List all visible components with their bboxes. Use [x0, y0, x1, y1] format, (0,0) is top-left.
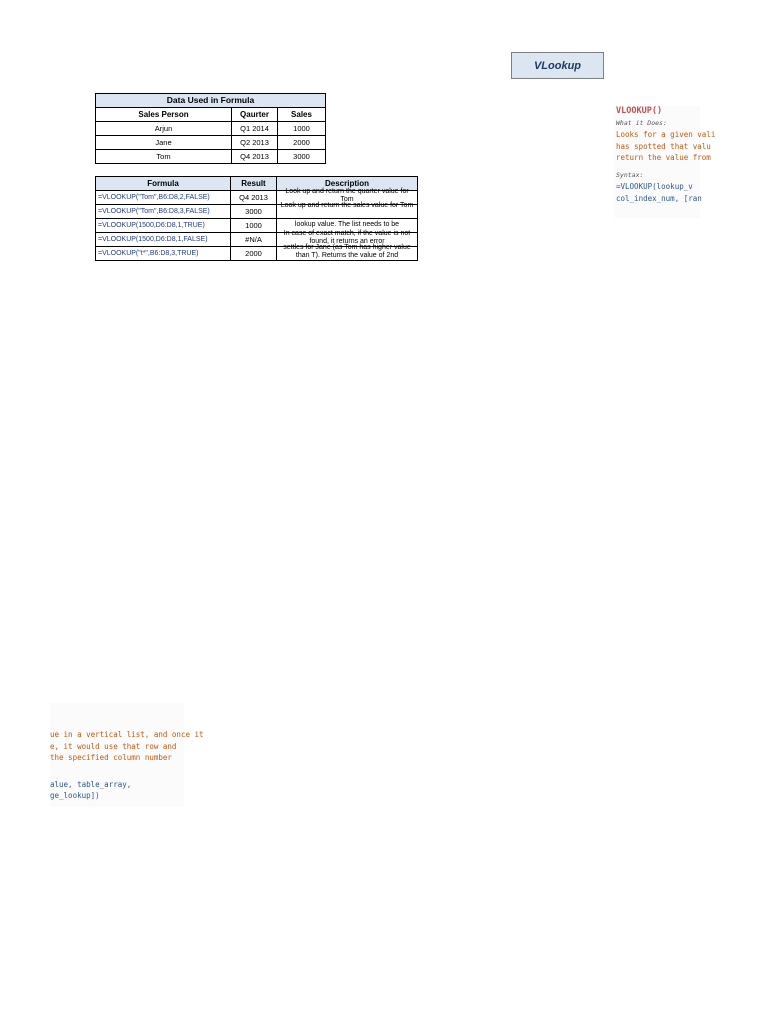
table-cell: Tom	[96, 150, 232, 164]
table-cell: Jane	[96, 136, 232, 150]
description-line: the specified column number	[50, 753, 172, 762]
description-text: lookup value. The list needs to be	[294, 221, 400, 228]
title-box	[511, 52, 604, 79]
description-line: return the value from	[616, 153, 711, 162]
description-line: ue in a vertical list, and once it	[50, 730, 204, 739]
result-cell: 2000	[231, 247, 277, 261]
table-row	[96, 150, 326, 164]
result-cell: Q4 2013	[231, 191, 277, 205]
result-cell: 3000	[231, 205, 277, 219]
result-cell: 1000	[231, 219, 277, 233]
description-text: In case of exact match, if the value is not found, it returns an error	[283, 230, 411, 245]
formula-cell: =VLOOKUP("Tom",B6:D8,3,FALSE)	[96, 205, 231, 219]
description-text: settles for Jane (as Tom has higher value than T). Returns the value of 2nd	[283, 244, 411, 259]
table-cell: Q2 2013	[232, 136, 278, 150]
function-name: VLOOKUP()	[616, 106, 663, 116]
column-header: Sales Person	[96, 108, 232, 122]
column-header: Qaurter	[232, 108, 278, 122]
table-cell: 3000	[278, 150, 326, 164]
vlookup-help-snippet-right	[614, 106, 716, 218]
table-cell: Arjun	[96, 122, 232, 136]
table-cell: Q4 2013	[232, 150, 278, 164]
formula-cell: =VLOOKUP("Tom",B6:D8,2,FALSE)	[96, 191, 231, 205]
table-cell: 2000	[278, 136, 326, 150]
syntax-line: alue, table_array,	[50, 779, 132, 789]
table-cell: Q1 2014	[232, 122, 278, 136]
result-cell: #N/A	[231, 233, 277, 247]
table-cell: 1000	[278, 122, 326, 136]
description-cell	[277, 202, 418, 219]
what-it-does-label: What it Does:	[616, 118, 667, 127]
table-row	[96, 247, 418, 261]
description-line: e, it would use that row and	[50, 741, 177, 751]
formula-cell: =VLOOKUP("t*",B6:D8,3,TRUE)	[96, 247, 231, 261]
description-text: Look up and return the quarter value for Tom	[285, 188, 409, 203]
column-header: Sales	[278, 108, 326, 122]
formula-table	[95, 176, 418, 261]
description-cell	[277, 244, 418, 261]
description-line: has spotted that valu	[616, 141, 711, 151]
formula-cell: =VLOOKUP(1500,D6:D8,1,FALSE)	[96, 233, 231, 247]
description-line: Looks for a given vali	[616, 130, 716, 139]
page-title: VLookup	[533, 59, 582, 72]
syntax-line: ge_lookup])	[50, 791, 100, 800]
formula-cell: =VLOOKUP(1500,D6:D8,1,TRUE)	[96, 219, 231, 233]
vlookup-help-snippet-left	[50, 703, 204, 807]
table-row	[96, 136, 326, 150]
column-header: Formula	[96, 177, 231, 191]
column-header: Description	[277, 177, 418, 191]
syntax-label: Syntax:	[616, 170, 644, 179]
table-row	[96, 205, 418, 219]
data-table-title: Data Used in Formula	[96, 94, 326, 108]
data-table	[95, 93, 326, 164]
description-text: Look up and return the sales value for Tom	[280, 202, 414, 209]
syntax-line: =VLOOKUP(lookup_v	[616, 182, 693, 191]
syntax-line: col_index_num, [ran	[616, 193, 702, 203]
table-row	[96, 122, 326, 136]
column-header: Result	[231, 177, 277, 191]
